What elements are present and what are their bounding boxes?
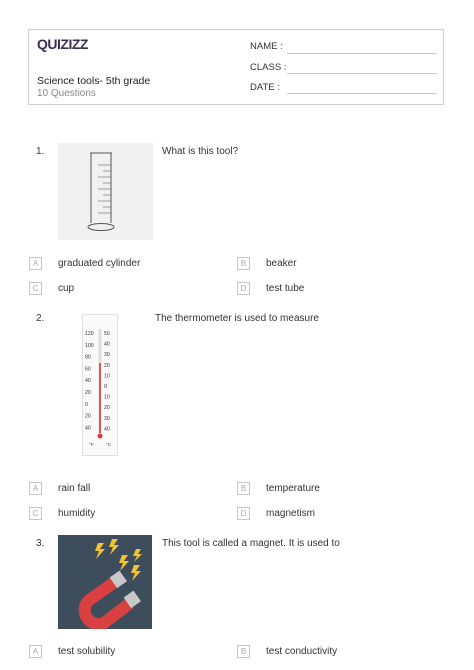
question-number: 3. (36, 538, 45, 549)
question-number: 1. (36, 146, 45, 157)
thermometer-f-label: 20 (85, 390, 91, 396)
option-a-text[interactable]: graduated cylinder (58, 258, 141, 269)
thermometer-c-label: 40 (104, 341, 110, 348)
option-b-letter[interactable]: B (237, 257, 250, 270)
question-text: This tool is called a magnet. It is used to (162, 538, 340, 549)
svg-text:°F: °F (89, 442, 94, 447)
thermometer-c-label: 0 (104, 384, 107, 390)
option-d-text[interactable]: magnetism (266, 508, 315, 519)
question-number: 2. (36, 313, 45, 324)
class-label: CLASS : (250, 62, 287, 73)
option-b-text[interactable]: beaker (266, 258, 297, 269)
worksheet-header (28, 29, 444, 105)
thermometer-c-label: 20 (104, 362, 110, 369)
worksheet-title: Science tools- 5th grade (37, 75, 151, 87)
name-field[interactable] (287, 53, 437, 54)
thermometer-c-label: 30 (104, 415, 110, 422)
option-a-text[interactable]: rain fall (58, 483, 91, 494)
option-b-letter[interactable]: B (237, 645, 250, 658)
option-b-text[interactable]: temperature (266, 483, 320, 494)
question-count: 10 Questions (37, 88, 96, 99)
thermometer-c-label: 40 (104, 426, 110, 433)
quizizz-logo: QUIZIZZ (37, 36, 88, 52)
thermometer-f-label: 20 (85, 413, 91, 420)
option-c-text[interactable]: humidity (58, 508, 96, 519)
thermometer-c-label: 10 (104, 373, 110, 380)
class-field[interactable] (287, 73, 437, 74)
thermometer-image (82, 314, 118, 456)
thermometer-f-label: 40 (85, 378, 91, 385)
option-c-letter[interactable]: C (29, 282, 42, 295)
thermometer-f-label: 60 (85, 366, 91, 373)
option-b-letter[interactable]: B (237, 482, 250, 495)
option-b-text[interactable]: test conductivity (266, 646, 338, 657)
option-a-letter[interactable]: A (29, 645, 42, 658)
magnet-image (58, 535, 152, 629)
svg-text:°C: °C (106, 442, 112, 447)
option-c-text[interactable]: cup (58, 283, 75, 294)
thermometer-f-label: 120 (85, 331, 94, 337)
option-a-text[interactable]: test solubility (58, 646, 116, 657)
option-d-letter[interactable]: D (237, 507, 250, 520)
graduated-cylinder-image (58, 143, 153, 240)
thermometer-c-label: 10 (104, 394, 110, 401)
thermometer-c-label: 30 (104, 352, 110, 359)
name-label: NAME : (250, 41, 283, 52)
thermometer-f-label: 0 (85, 401, 88, 408)
date-field[interactable] (287, 93, 437, 94)
option-c-letter[interactable]: C (29, 507, 42, 520)
date-label: DATE : (250, 82, 280, 93)
thermometer-c-label: 20 (104, 405, 110, 412)
option-a-letter[interactable]: A (29, 257, 42, 270)
option-d-letter[interactable]: D (237, 282, 250, 295)
question-text: What is this tool? (162, 146, 239, 157)
option-d-text[interactable]: test tube (266, 283, 305, 294)
option-a-letter[interactable]: A (29, 482, 42, 495)
thermometer-c-label: 50 (104, 331, 110, 337)
thermometer-f-label: 100 (85, 342, 94, 349)
thermometer-f-label: 80 (85, 354, 91, 361)
question-text: The thermometer is used to measure (155, 313, 319, 324)
thermometer-f-label: 40 (85, 425, 91, 432)
